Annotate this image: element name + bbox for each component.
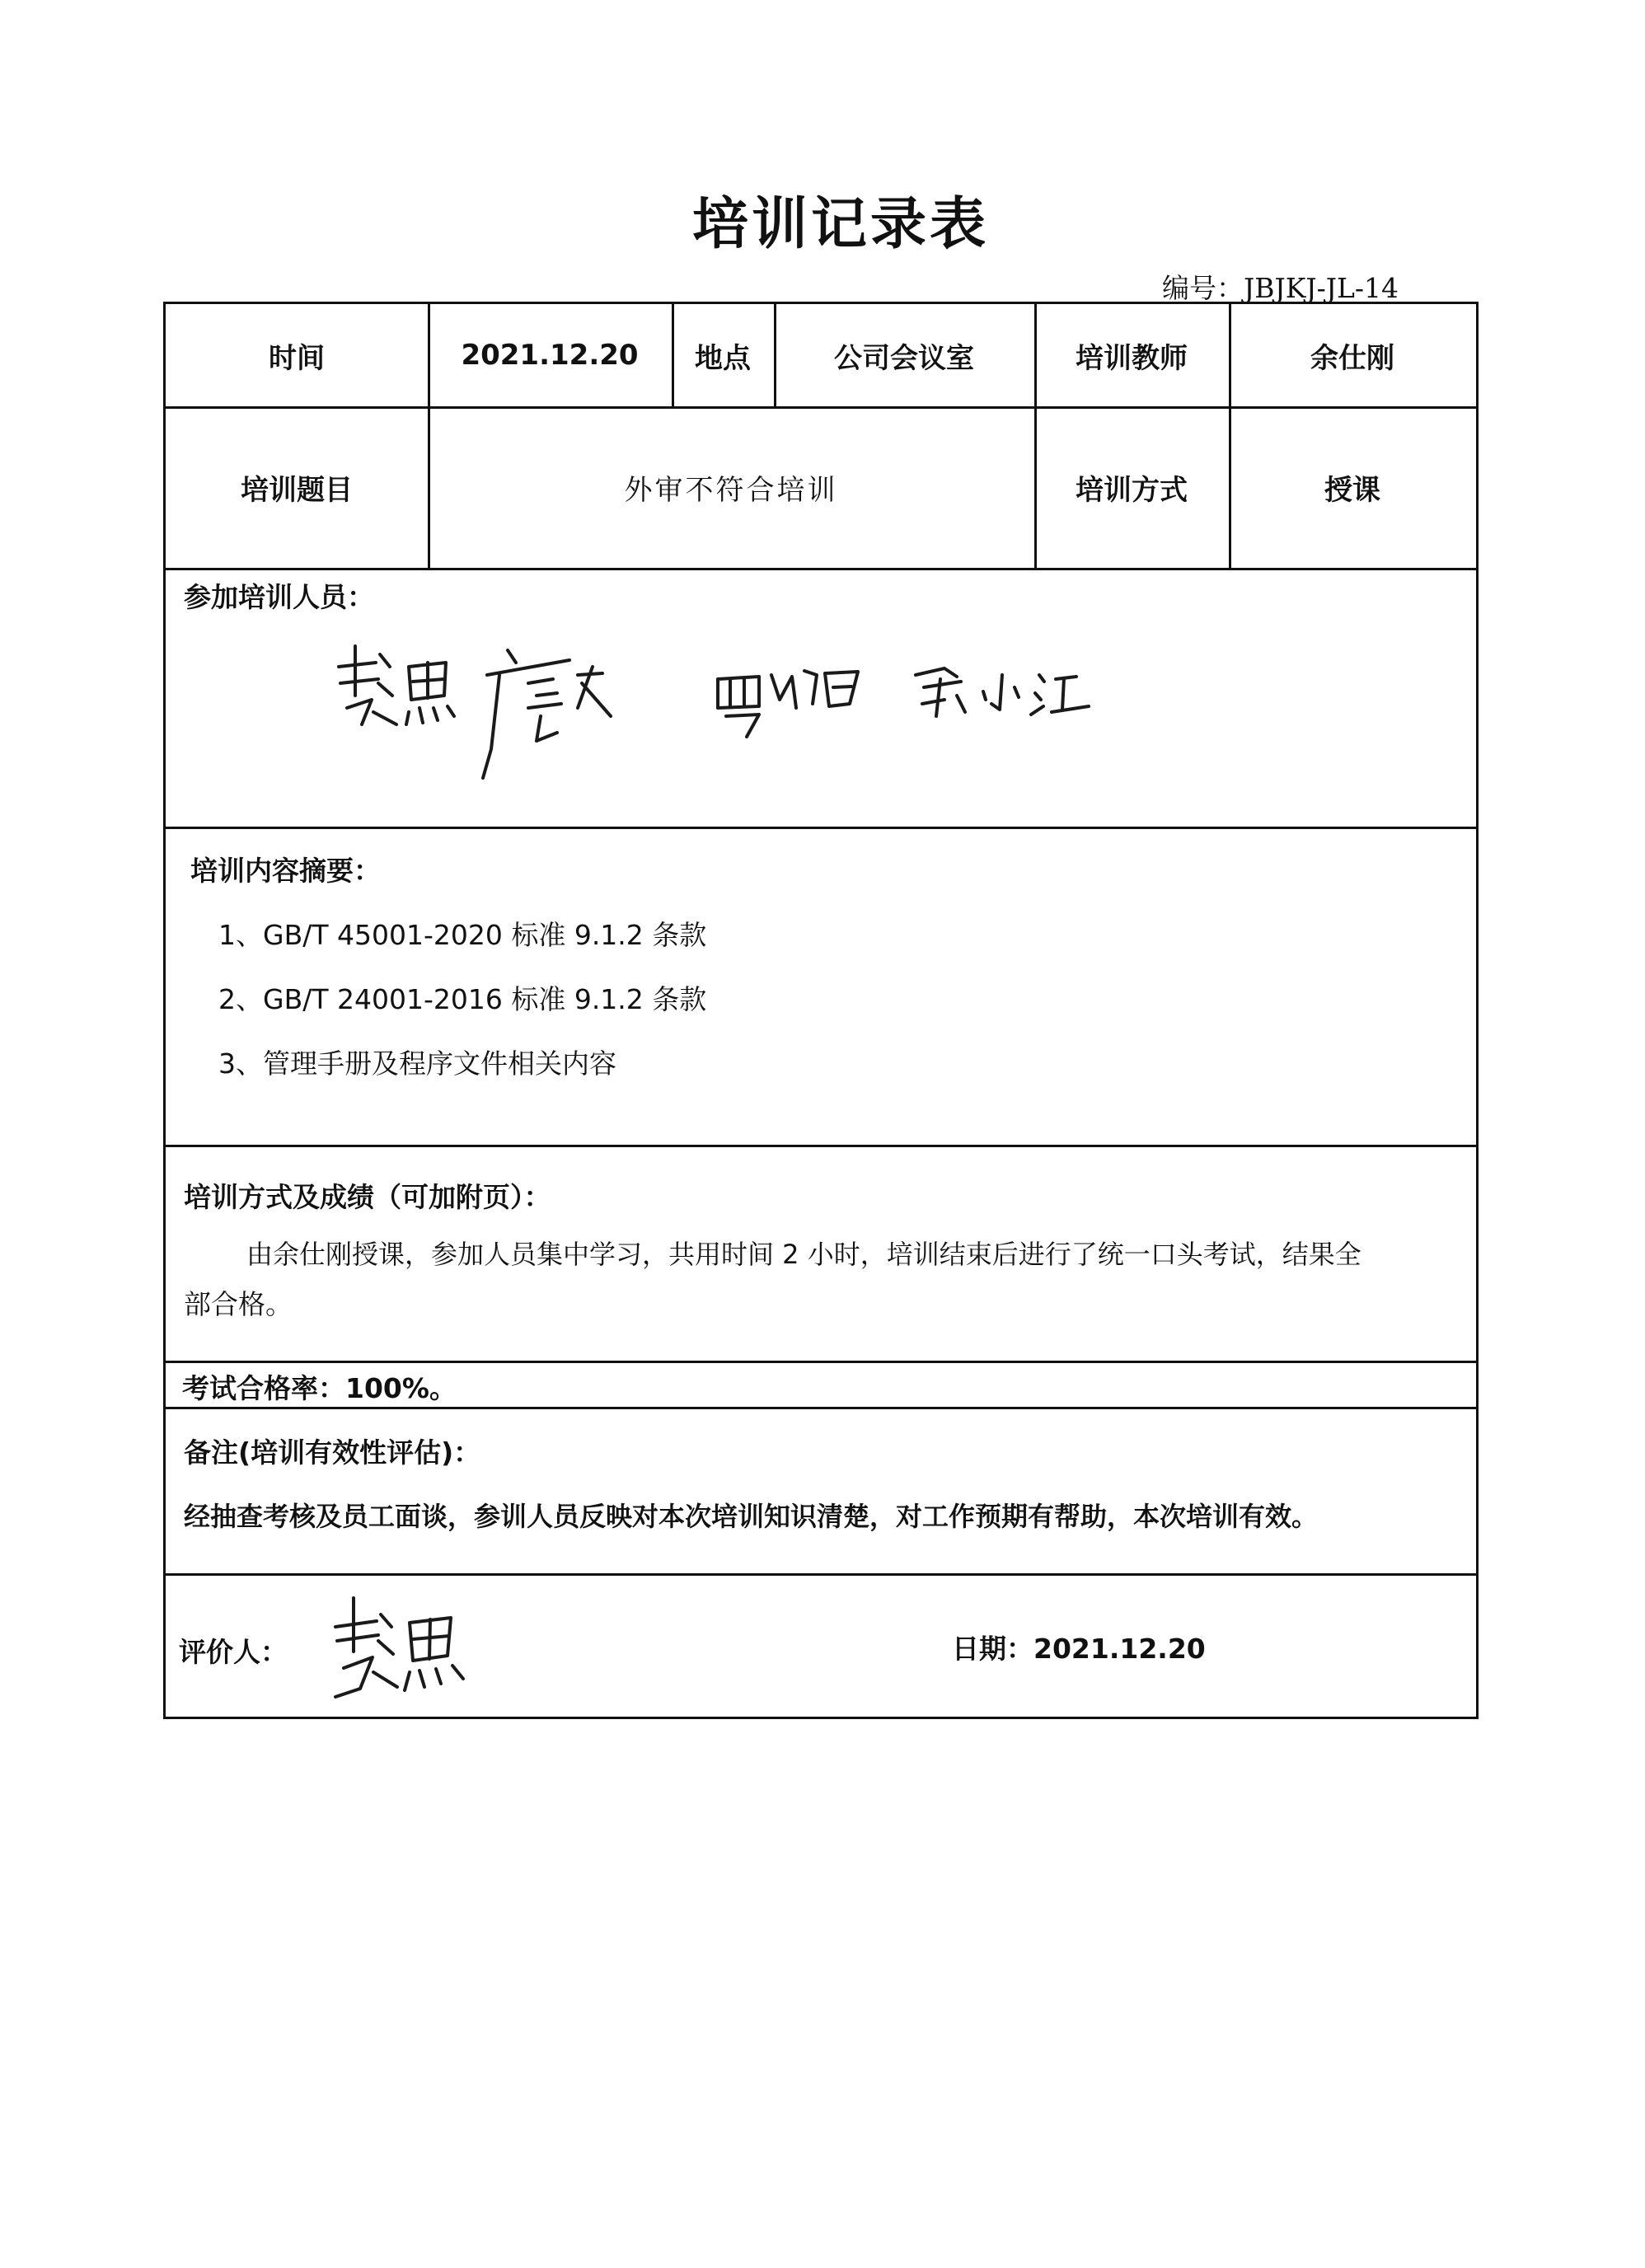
- row-divider: [166, 1573, 1476, 1576]
- place-label: 地点: [695, 341, 751, 375]
- method-result-label: 培训方式及成绩（可加附页）：: [184, 1181, 551, 1213]
- signature-participant-2: [483, 650, 611, 778]
- content-item-2: 2、GB/T 24001-2016 标准 9.1.2 条款: [218, 983, 707, 1015]
- pass-rate: 考试合格率：100%。: [182, 1372, 457, 1404]
- row-divider: [166, 827, 1476, 829]
- teacher-label: 培训教师: [1076, 341, 1188, 375]
- method-value: 授课: [1324, 473, 1380, 507]
- evaluation-date: 日期：2021.12.20: [952, 1633, 1206, 1665]
- row-divider: [166, 568, 1476, 570]
- topic-value: 外审不符合培训: [624, 473, 838, 507]
- time-value: 2021.12.20: [461, 339, 639, 372]
- row-divider: [166, 1407, 1476, 1409]
- training-record-table: [163, 302, 1479, 1719]
- row-divider: [166, 1361, 1476, 1363]
- method-result-text-line1: 由余仕刚授课，参加人员集中学习，共用时间 2 小时，培训结束后进行了统一口头考试，结果全: [246, 1239, 1361, 1270]
- document-number: 编号：JBJKJ-JL-14: [1162, 272, 1399, 304]
- method-label: 培训方式: [1076, 473, 1188, 507]
- form-title: 培训记录表: [691, 192, 989, 257]
- content-summary-label: 培训内容摘要：: [190, 855, 381, 887]
- time-label: 时间: [269, 341, 325, 375]
- evaluator-label: 评价人：: [179, 1636, 288, 1668]
- teacher-value: 余仕刚: [1310, 341, 1394, 375]
- signature-participant-3: [718, 671, 858, 737]
- place-value: 公司会议室: [834, 341, 974, 375]
- content-item-3: 3、管理手册及程序文件相关内容: [218, 1047, 616, 1080]
- row-divider: [166, 1145, 1476, 1147]
- remarks-label: 备注(培训有效性评估)：: [184, 1436, 481, 1469]
- participants-label: 参加培训人员：: [184, 581, 374, 613]
- signature-participant-4: [916, 668, 1089, 716]
- participant-signatures: [330, 617, 1278, 782]
- content-item-1: 1、GB/T 45001-2020 标准 9.1.2 条款: [218, 919, 707, 951]
- topic-label: 培训题目: [241, 473, 353, 507]
- signature-participant-1: [339, 646, 454, 724]
- evaluator-signature: [327, 1590, 492, 1705]
- remarks-text: 经抽查考核及员工面谈，参训人员反映对本次培训知识清楚，对工作预期有帮助，本次培训有效。: [184, 1501, 1319, 1532]
- method-result-text-line2: 部合格。: [184, 1288, 293, 1320]
